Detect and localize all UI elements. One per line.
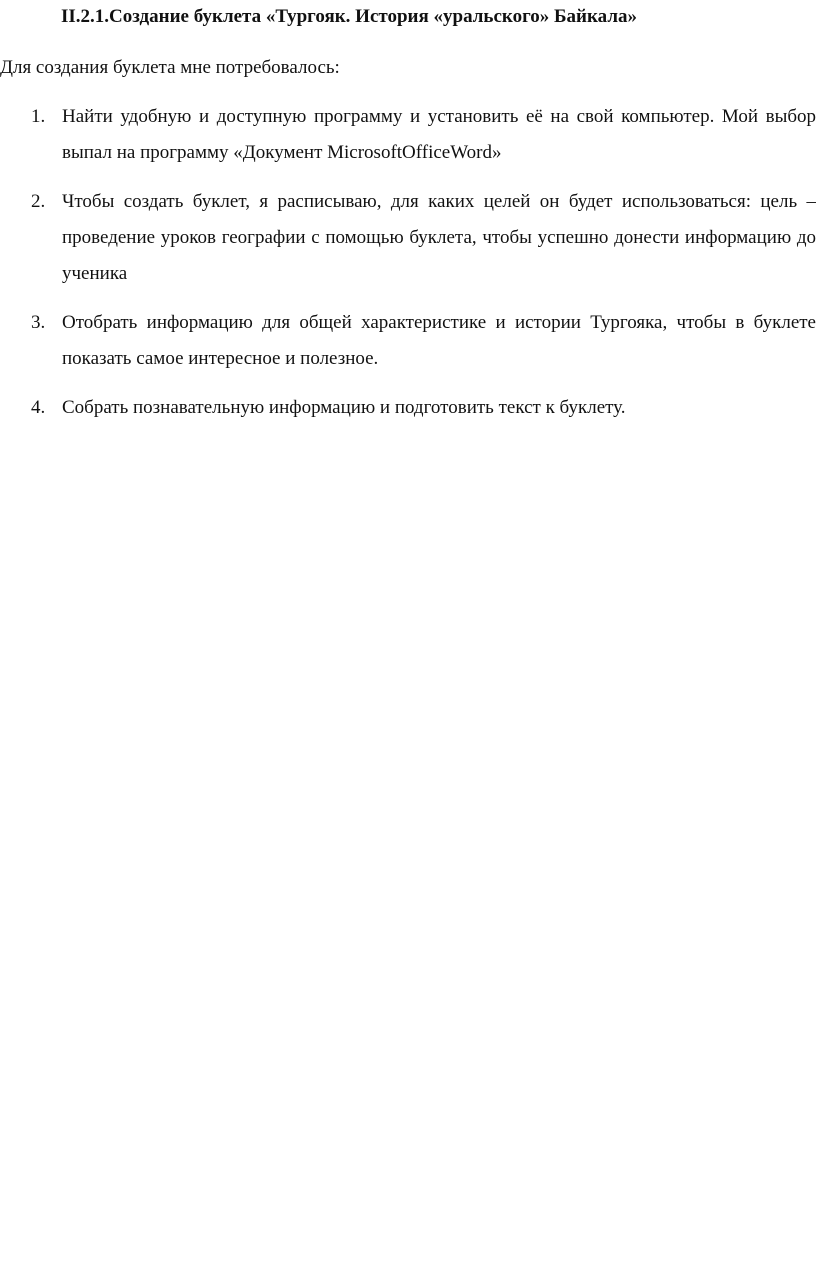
list-item-number: 4. (31, 397, 46, 418)
list-item-number: 1. (31, 106, 46, 127)
requirements-list (0, 99, 816, 439)
list-item-number: 2. (31, 191, 46, 212)
list-item-number: 3. (31, 312, 46, 333)
list-item (0, 99, 816, 171)
list-item-text: Собрать познавательную информацию и подготовить текст к буклету. (62, 397, 626, 418)
section-heading: II.2.1.Создание буклета «Тургояк. История «уральского» Байкала» (61, 6, 637, 27)
intro-paragraph: Для создания буклета мне потребовалось: (0, 57, 340, 78)
list-item (0, 390, 816, 426)
list-item-text: Отобрать информацию для общей характеристике и истории Тургояка, чтобы в буклете показать самое интересное и полезное. (62, 312, 816, 369)
list-item-text: Найти удобную и доступную программу и установить её на свой компьютер. Мой выбор выпал на программу «Документ MicrosoftOfficeWord» (62, 106, 816, 163)
list-item (0, 184, 816, 292)
list-item-text: Чтобы создать буклет, я расписываю, для каких целей он будет использоваться: цель – проведение уроков географии с помощью буклета, чтобы успешно донести информацию до ученика (62, 191, 816, 284)
list-item (0, 305, 816, 377)
